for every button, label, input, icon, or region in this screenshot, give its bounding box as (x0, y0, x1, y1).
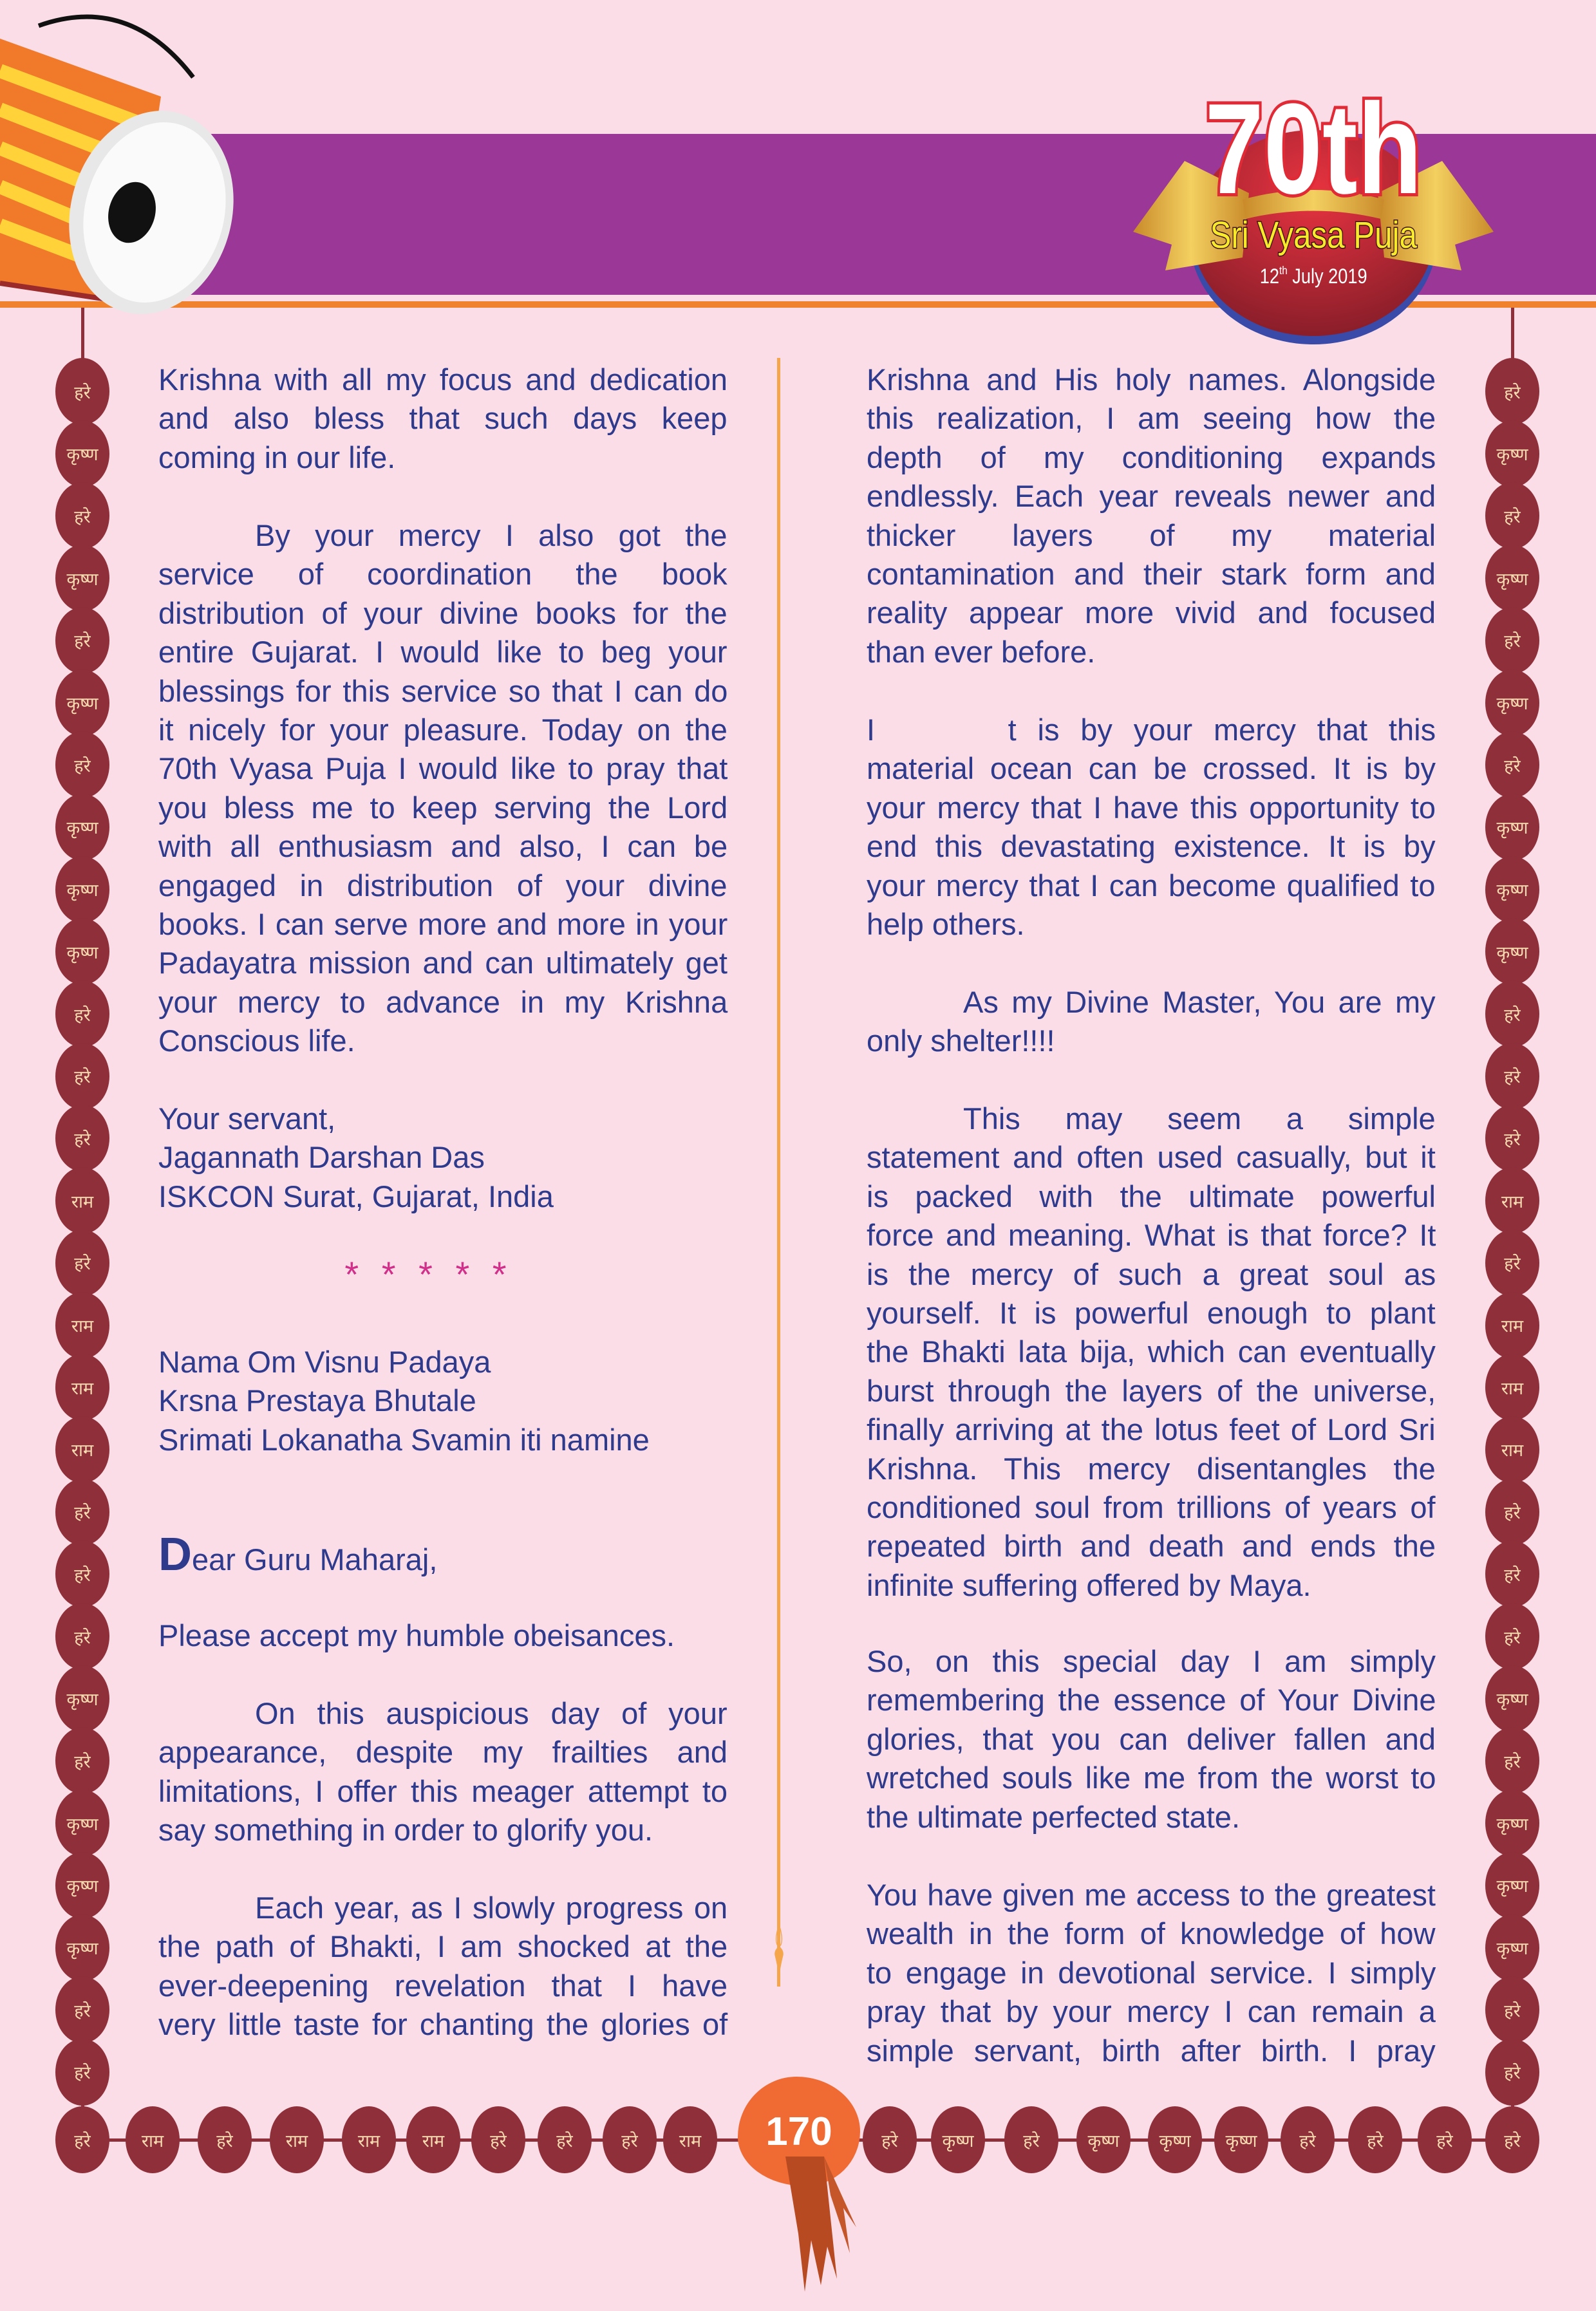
mala-bead: राम (1485, 1416, 1539, 1483)
mala-bead: कृष्ण (55, 1790, 109, 1857)
text-line: Krishna with all my focus and dedication (158, 362, 728, 397)
mala-bead: हरे (603, 2106, 657, 2173)
text-line: it nicely for your pleasure. Today on the (158, 712, 728, 747)
text-line: material ocean can be crossed. It is by (867, 751, 1436, 786)
paragraph (867, 983, 1436, 1061)
mala-bead: हरे (1485, 1603, 1539, 1670)
text-line: help others. (867, 906, 1025, 941)
text-line: only shelter!!!! (867, 1024, 1055, 1058)
paragraph (867, 1099, 1436, 1605)
mala-bead: कृष्ण (1485, 545, 1539, 612)
mala-bead: हरे (1348, 2106, 1402, 2173)
mala-bead: कृष्ण (55, 545, 109, 612)
mala-bead: हरे (55, 1540, 109, 1607)
mala-bead: कृष्ण (1485, 1852, 1539, 1919)
mala-bead: कृष्ण (55, 856, 109, 923)
badge-date-rest: July 2019 (1287, 265, 1367, 288)
text-line: infinite suffering offered by Maya. (867, 1567, 1311, 1602)
mala-bead: हरे (1485, 1976, 1539, 2043)
mala-bead: राम (1485, 1354, 1539, 1421)
text-line: depth of my conditioning expands (867, 440, 1436, 474)
mala-bead: हरे (55, 2106, 109, 2173)
text-line: Srimati Lokanatha Svamin iti namine (158, 1422, 650, 1457)
mala-bead: हरे (1004, 2106, 1058, 2173)
paragraph (158, 1889, 728, 2044)
mala-bead: हरे (198, 2106, 252, 2173)
mala-bead: हरे (55, 358, 109, 425)
page-number: 170 (738, 2077, 860, 2186)
text-line: the Bhakti lata bija, which can eventually (867, 1334, 1436, 1369)
mala-bead: हरे (55, 2039, 109, 2106)
text-line: Krishna. This mercy disentangles the (867, 1451, 1436, 1486)
salutation-text: ear Guru Maharaj, (192, 1542, 438, 1577)
text-line: burst through the layers of the universe, (867, 1373, 1436, 1408)
text-line: yourself. It is powerful enough to plant (867, 1295, 1436, 1330)
text-line: As my Divine Master, You are my (963, 985, 1436, 1019)
mala-bead: हरे (1281, 2106, 1335, 2173)
mala-bead: राम (126, 2106, 180, 2173)
mala-bead: हरे (538, 2106, 592, 2173)
text-line: remembering the essence of Your Divine (867, 1683, 1436, 1717)
text-line: You have given me access to the greatest (867, 1878, 1436, 1912)
badge-date-day: 12 (1259, 265, 1279, 288)
mala-bead: हरे (55, 1976, 109, 2043)
text-line: Krsna Prestaya Bhutale (158, 1383, 476, 1418)
badge-title: Sri Vyasa Puja (1210, 214, 1417, 256)
text-line: 70th Vyasa Puja I would like to pray that (158, 751, 728, 786)
mala-bead: हरे (55, 980, 109, 1047)
text-line: than ever before. (867, 634, 1096, 669)
mala-bead: हरे (1485, 1479, 1539, 1546)
text-line: endlessly. Each year reveals newer and (867, 479, 1436, 514)
tassel-icon (766, 2157, 869, 2311)
mala-bead: कृष्ण (1148, 2106, 1202, 2173)
mala-bead: राम (55, 1292, 109, 1359)
mala-bead: हरे (55, 1603, 109, 1670)
text-line: ISKCON Surat, Gujarat, India (158, 1179, 554, 1213)
text-line: By your mercy I also got the (255, 518, 728, 552)
text-line: simple servant, birth after birth. I pray (867, 2033, 1436, 2068)
text-line: conditioned soul from trillions of years of (867, 1490, 1436, 1524)
drop-cap: D (158, 1529, 192, 1580)
text-line: very little taste for chanting the glories of (158, 2007, 728, 2042)
text-line: the path of Bhakti, I am shocked at the (158, 1929, 728, 1964)
text-line: glories, that you can deliver fallen and (867, 1721, 1436, 1756)
text-line: you bless me to keep serving the Lord (158, 790, 728, 825)
mala-bead: कृष्ण (55, 1665, 109, 1732)
mala-bead: हरे (55, 1230, 109, 1296)
text-line: books. I can serve more and more in your (158, 906, 728, 941)
mala-bead: राम (406, 2106, 460, 2173)
text-line: your mercy that I can become qualified to (867, 868, 1436, 903)
mala-bead: राम (1485, 1292, 1539, 1359)
mala-bead: हरे (55, 1479, 109, 1546)
mala-bead: कृष्ण (1485, 1914, 1539, 1981)
mala-bead: हरे (55, 607, 109, 674)
text-line: I t is by your mercy that this (867, 713, 1436, 747)
salutation (158, 1529, 728, 1580)
text-line: end this devastating existence. It is by (867, 829, 1436, 864)
mala-bead: हरे (1485, 980, 1539, 1047)
text-line: appearance, despite my frailties and (158, 1735, 728, 1770)
mala-bead: हरे (1485, 607, 1539, 674)
paragraph (158, 360, 728, 477)
left-column (158, 0, 728, 2258)
paragraph (867, 1642, 1436, 1837)
mala-bead: कृष्ण (55, 1852, 109, 1919)
mala-bead: हरे (1485, 1727, 1539, 1794)
mala-bead: कृष्ण (1214, 2106, 1268, 2173)
text-line: limitations, I offer this meager attempt to (158, 1773, 728, 1808)
text-line: Please accept my humble obeisances. (158, 1618, 675, 1652)
text-line: say something in order to glorify you. (158, 1813, 653, 1848)
mala-bead: कृष्ण (1076, 2106, 1131, 2173)
mala-bead: राम (55, 1416, 109, 1483)
text-line: wretched souls like me from the worst to (867, 1761, 1436, 1795)
text-line: ever-deepening revelation that I have (158, 1968, 728, 2003)
text-line: service of coordination the book (158, 557, 728, 592)
text-line: is the mercy of such a great soul as (867, 1257, 1436, 1291)
text-line: reality appear more vivid and focused (867, 595, 1436, 630)
divider-drop-icon (760, 1925, 798, 2073)
mala-bead: कृष्ण (1485, 856, 1539, 923)
mala-bead: कृष्ण (1485, 1790, 1539, 1857)
mala-bead: कृष्ण (1485, 1665, 1539, 1732)
mala-bead: हरे (1418, 2106, 1472, 2173)
text-line: and also bless that such days keep (158, 401, 728, 436)
paragraph (158, 516, 728, 1060)
mala-bead: कृष्ण (55, 1914, 109, 1981)
mala-bead: कृष्ण (55, 918, 109, 985)
text-line: coming in our life. (158, 440, 396, 474)
text-line: Each year, as I slowly progress on (255, 1891, 728, 1925)
mala-bead: राम (55, 1354, 109, 1421)
mala-bead: कृष्ण (1485, 794, 1539, 861)
text-line: blessings for this service so that I can do (158, 673, 728, 708)
mala-bead: हरे (863, 2106, 917, 2173)
text-line: with all enthusiasm and also, I can be (158, 829, 728, 864)
paragraph (867, 1876, 1436, 2070)
column-divider (777, 358, 780, 1987)
mala-bead: हरे (55, 1727, 109, 1794)
mala-bead: हरे (1485, 1105, 1539, 1172)
mala-bead: कृष्ण (931, 2106, 985, 2173)
paragraph (158, 1694, 728, 1850)
mala-bead: कृष्ण (1485, 420, 1539, 487)
mala-bead: हरे (55, 482, 109, 549)
text-line: So, on this special day I am simply (867, 1644, 1436, 1678)
paragraph (867, 711, 1436, 944)
badge-number: 70th (1205, 76, 1422, 221)
text-line: this realization, I am seeing how the (867, 401, 1436, 436)
text-line: force and meaning. What is that force? It (867, 1218, 1436, 1253)
text-line: Conscious life. (158, 1024, 355, 1058)
text-line: statement and often used casually, but it (867, 1140, 1436, 1175)
mala-bead: हरे (1485, 2106, 1539, 2173)
mala-bead: राम (270, 2106, 324, 2173)
separator-stars (158, 1255, 728, 1294)
mala-bead: हरे (1485, 731, 1539, 798)
right-column (867, 0, 1436, 2258)
text-line: your mercy to advance in my Krishna (158, 984, 728, 1019)
pranam-mantra (158, 1343, 728, 1459)
text-line: to engage in devotional service. I simply (867, 1955, 1436, 1990)
text-line: pray that by your mercy I can remain a (867, 1994, 1436, 2029)
mala-bead: कृष्ण (55, 669, 109, 736)
text-line: Krishna and His holy names. Alongside (867, 362, 1436, 397)
mala-bead: हरे (1485, 1230, 1539, 1296)
text-line: Padayatra mission and can ultimately get (158, 946, 728, 980)
text-line: is packed with the ultimate powerful (867, 1179, 1436, 1213)
badge-date-sup: th (1279, 263, 1288, 277)
text-line: contamination and their stark form and (867, 556, 1436, 591)
mala-bead: कृष्ण (1485, 918, 1539, 985)
text-line: entire Gujarat. I would like to beg your (158, 635, 728, 669)
mala-bead: कृष्ण (55, 420, 109, 487)
mala-bead: राम (1485, 1167, 1539, 1234)
text-line: your mercy that I have this opportunity to (867, 790, 1436, 825)
mala-bead: हरे (1485, 482, 1539, 549)
mala-bead: हरे (55, 731, 109, 798)
text-line: wealth in the form of knowledge of how (867, 1916, 1436, 1951)
mala-bead: राम (663, 2106, 717, 2173)
text-line: Your servant, (158, 1101, 336, 1136)
signature (158, 1099, 728, 1216)
text-line: the ultimate perfected state. (867, 1799, 1240, 1834)
paragraph (158, 1616, 728, 1655)
mala-bead: कृष्ण (1485, 669, 1539, 736)
paragraph (867, 360, 1436, 671)
text-line: engaged in distribution of your divine (158, 868, 728, 903)
text-line: This may seem a simple (963, 1101, 1436, 1136)
mala-bead: हरे (471, 2106, 525, 2173)
mala-bead: राम (342, 2106, 396, 2173)
mala-bead: हरे (1485, 2039, 1539, 2106)
text-line: distribution of your divine books for the (158, 595, 728, 630)
mala-bead: हरे (1485, 1540, 1539, 1607)
mala-bead: हरे (55, 1105, 109, 1172)
text-line: thicker layers of my material (867, 518, 1436, 552)
mala-bead: हरे (1485, 1043, 1539, 1110)
text-line: On this auspicious day of your (255, 1696, 728, 1730)
mala-bead: राम (55, 1167, 109, 1234)
text-line: Nama Om Visnu Padaya (158, 1345, 491, 1379)
text-line: repeated birth and death and ends the (867, 1529, 1436, 1564)
mala-bead: कृष्ण (55, 794, 109, 861)
separator-stars-text: * * * * * (344, 1254, 513, 1295)
mala-bead: हरे (55, 1043, 109, 1110)
mala-bead: हरे (1485, 358, 1539, 425)
text-line: Jagannath Darshan Das (158, 1140, 485, 1175)
text-line: finally arriving at the lotus feet of Lord Sri (867, 1412, 1436, 1447)
